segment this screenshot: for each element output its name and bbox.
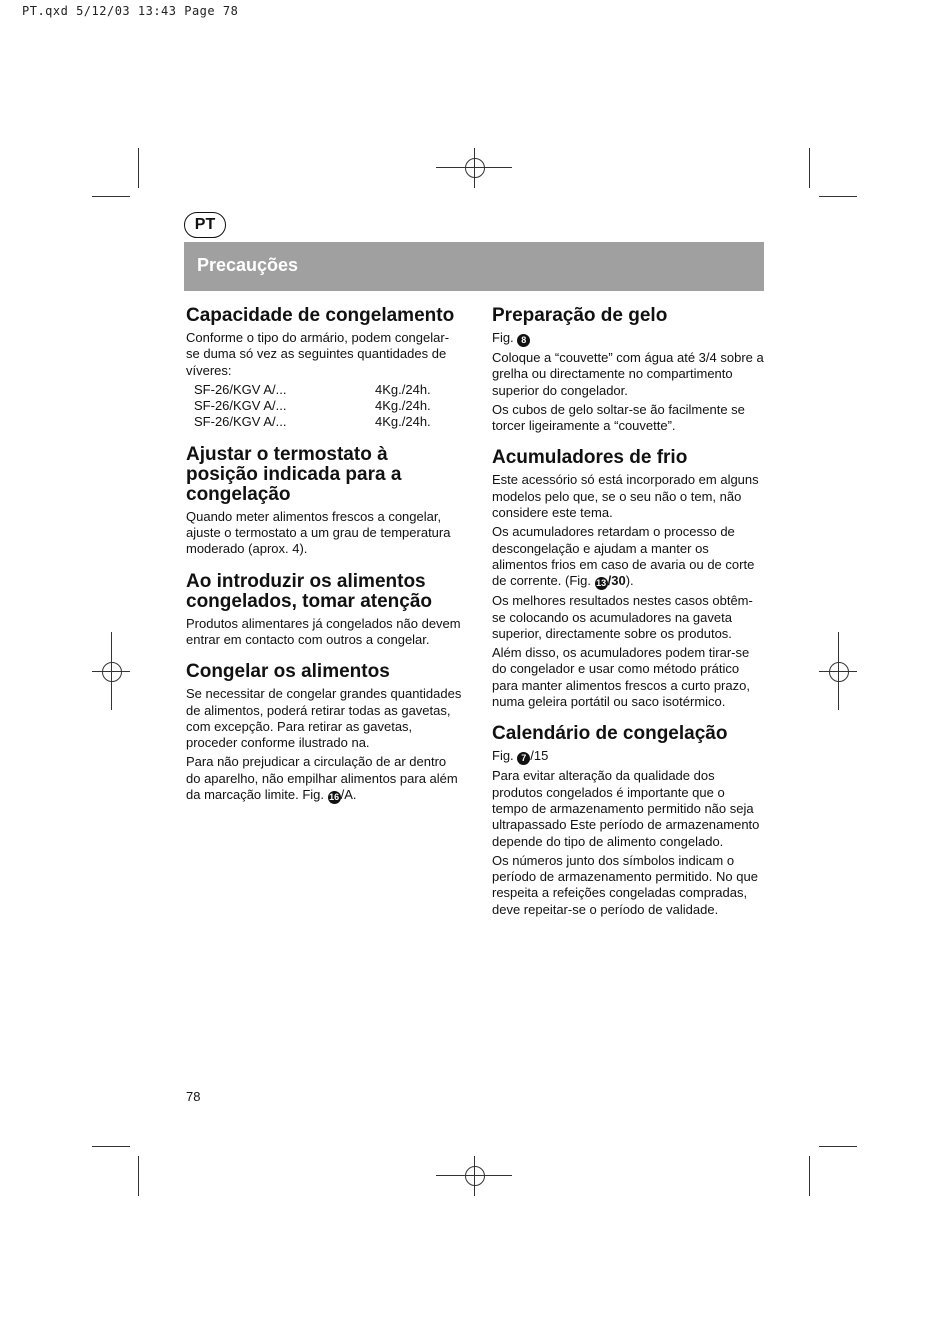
section-title: Ao introduzir os alimentos congelados, tomar atenção bbox=[186, 570, 433, 612]
figure-number-icon: 8 bbox=[517, 334, 530, 347]
paragraph: Conforme o tipo do armário, podem congelar-se duma só vez as seguintes quantidades de víveres: bbox=[186, 330, 450, 378]
spec-value: 4Kg./24h. bbox=[375, 414, 431, 430]
figure-number-icon: 7 bbox=[517, 752, 530, 765]
left-column bbox=[186, 306, 462, 818]
spec-row bbox=[186, 382, 462, 398]
spec-model: SF-26/KGV A/... bbox=[194, 398, 287, 414]
paragraph-text: Os acumuladores retardam o processo de descongelação e ajudam a manter os alimentos frios em caso de avaria ou de corte de corrente. (Fig. bbox=[492, 524, 755, 589]
paragraph-text: ). bbox=[625, 573, 634, 589]
paragraph: Coloque a “couvette” com água até 3/4 sobre a grelha ou directamente no compartimento superior do congelador. bbox=[492, 350, 764, 398]
spec-value: 4Kg./24h. bbox=[375, 398, 431, 414]
paragraph: Os melhores resultados nestes casos obtêm-se colocando os acumuladores na gaveta superior, directamente sobre os produtos. bbox=[492, 593, 753, 641]
section-title: Ajustar o termostato à posição indicada para a congelação bbox=[186, 443, 402, 505]
figure-suffix: /15 bbox=[530, 748, 549, 764]
paragraph bbox=[492, 524, 764, 590]
figure-reference bbox=[492, 330, 764, 347]
paragraph: Os cubos de gelo soltar-se ão facilmente se torcer ligeiramente a “couvette”. bbox=[492, 401, 745, 434]
figure-number-icon: 16 bbox=[329, 792, 340, 803]
paragraph: Para evitar alteração da qualidade dos produtos congelados é importante que o tempo de armazenamento permitido não seja ultrapassado Este período de armazenamento depende do tipo de alimento congelado. bbox=[492, 768, 760, 849]
paragraph-text: Para não prejudicar a circulação de ar dentro do aparelho, não empilhar alimentos para além da marcação limite. Fig. bbox=[186, 754, 458, 803]
section-freezing-capacity bbox=[186, 306, 462, 431]
page-number: 78 bbox=[186, 1089, 201, 1104]
section-title: Calendário de congelação bbox=[492, 723, 728, 745]
figure-label: Fig. bbox=[492, 330, 518, 345]
figure-label: Fig. bbox=[492, 748, 518, 764]
paragraph: Os números junto dos símbolos indicam o período de armazenamento permitido. No que respeita a refeições congeladas compradas, deve repeitar-se o período de validade. bbox=[492, 852, 758, 917]
section-banner bbox=[184, 242, 764, 291]
section-title: Congelar os alimentos bbox=[186, 661, 390, 683]
section-title: Acumuladores de frio bbox=[492, 447, 688, 469]
paragraph-text: /A. bbox=[340, 787, 357, 803]
paragraph bbox=[186, 754, 462, 804]
language-badge: PT bbox=[184, 212, 226, 238]
figure-number-icon: 13 bbox=[596, 578, 607, 589]
spec-row bbox=[186, 414, 462, 430]
paragraph: Além disso, os acumuladores podem tirar-se do congelador e usar como método prático para manter alimentos frescos a curto prazo, numa geleira portátil ou saco isotérmico. bbox=[492, 645, 750, 710]
section-freezing-calendar bbox=[492, 724, 764, 918]
section-cold-accumulators bbox=[492, 448, 764, 710]
section-title: Capacidade de congelamento bbox=[186, 305, 455, 326]
paragraph: Quando meter alimentos frescos a congelar, ajuste o termostato a um grau de temperatura moderado (aprox. 4). bbox=[186, 508, 451, 557]
banner-title: Precauções bbox=[197, 255, 299, 275]
spec-model: SF-26/KGV A/... bbox=[194, 414, 287, 430]
figure-reference bbox=[492, 748, 764, 765]
spec-value: 4Kg./24h. bbox=[375, 381, 431, 397]
section-ice-making bbox=[492, 306, 764, 434]
print-slug: PT.qxd 5/12/03 13:43 Page 78 bbox=[22, 4, 239, 18]
right-column bbox=[492, 306, 764, 932]
paragraph: Produtos alimentares já congelados não devem entrar em contacto com outros a congelar. bbox=[186, 615, 461, 647]
spec-model: SF-26/KGV A/... bbox=[194, 381, 287, 397]
section-freezing-food bbox=[186, 662, 462, 804]
section-thermostat bbox=[186, 445, 462, 558]
paragraph: Se necessitar de congelar grandes quantidades de alimentos, poderá retirar todas as gavetas, com excepção. Para retirar as gavetas, proceder conforme ilustrado na. bbox=[186, 686, 462, 751]
figure-suffix: /30 bbox=[607, 573, 626, 589]
section-frozen-food bbox=[186, 572, 462, 649]
section-title: Preparação de gelo bbox=[492, 305, 668, 326]
paragraph: Este acessório só está incorporado em alguns modelos pelo que, se o seu não o tem, não considere este tema. bbox=[492, 472, 759, 521]
spec-row bbox=[186, 398, 462, 414]
